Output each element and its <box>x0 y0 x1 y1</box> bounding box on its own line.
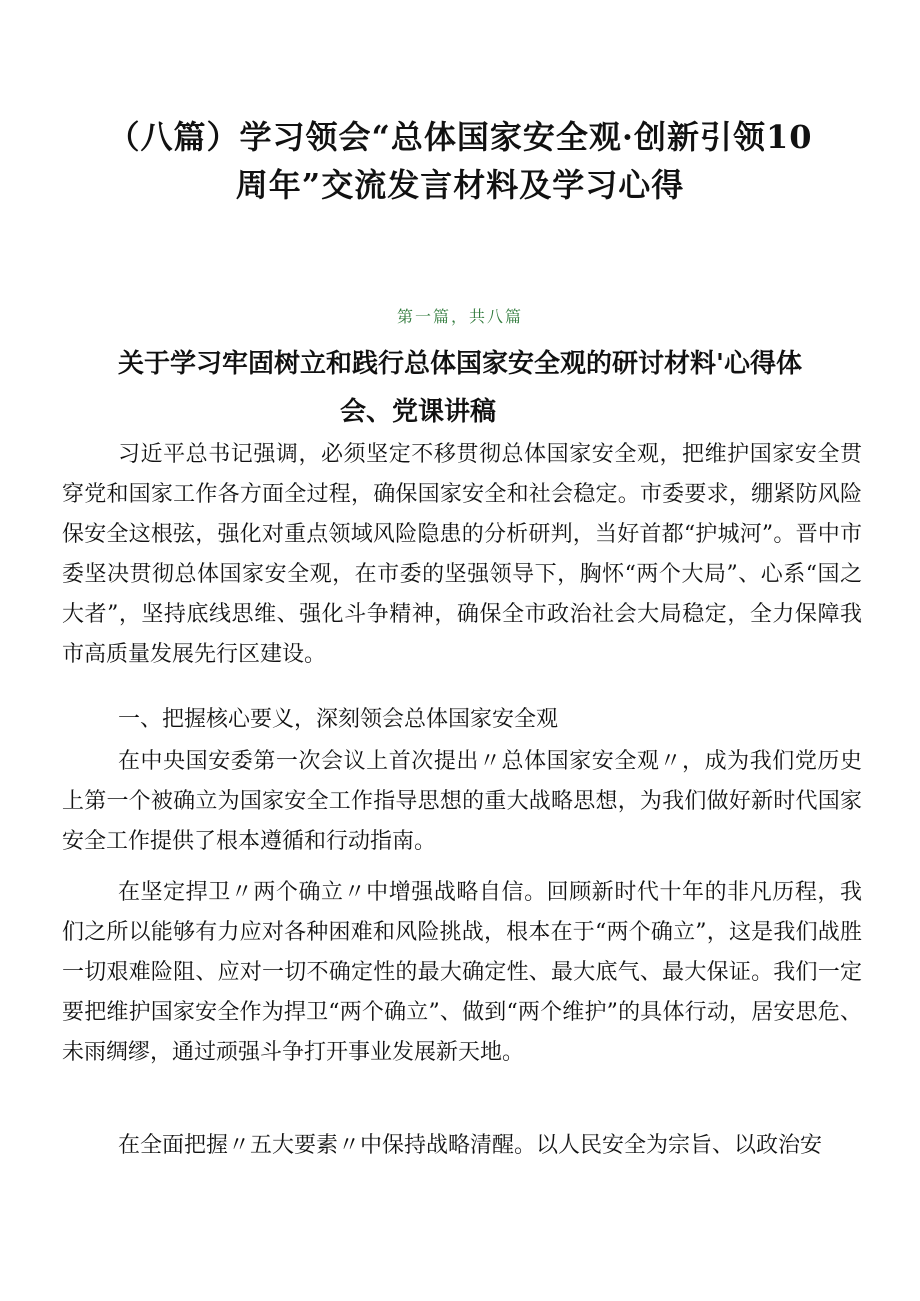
section-label: 第一篇，共八篇 <box>396 307 523 326</box>
paragraph: 在中央国安委第一次会议上首次提出〃总体国家安全观〃，成为我们党历史上第一个被确立为国家安全工作指导思想的重大战略思想，为我们做好新时代国家安全工作提供了根本遵循和行动指南。 <box>62 749 862 854</box>
paragraph-intro: 习近平总书记强调，必须坚定不移贯彻总体国家安全观，把维护国家安全贯穿党和国家工作各方面全过程，确保国家安全和社会稳定。市委要求，绷紧防风险保安全这根弦，强化对重点领域风险隐患的分析研判，当好首都“护城河”。晋中市委坚决贯彻总体国家安全观，在市委的坚强领导下，胸怀“两个大局”、心系“国之大者”，坚持底线思维、强化斗争精神，确保全市政治社会大局稳定，全力保障我市高质量发展先行区建设。 <box>62 442 862 667</box>
article-title-line-2: 会、党课讲稿 <box>340 397 497 427</box>
paragraph: 在全面把握〃五大要素〃中保持战略清醒。以人民安全为宗旨、以政治安 <box>118 1133 823 1158</box>
document-title-line-2: 周年”交流发言材料及学习心得 <box>235 166 685 204</box>
article-title-line-1: 关于学习牢固树立和践行总体国家安全观的研讨材料'心得体 <box>118 349 802 379</box>
section-heading: 一、把握核心要义，深刻领会总体国家安全观 <box>118 707 559 732</box>
document-title-line-1: （八篇）学习领会“总体国家安全观·创新引领10 <box>107 118 813 156</box>
paragraph: 在坚定捍卫〃两个确立〃中增强战略自信。回顾新时代十年的非凡历程，我们之所以能够有力应对各种困难和风险挑战，根本在于“两个确立”，这是我们战胜一切艰难险阻、应对一切不确定性的最大确定性、最大底气、最大保证。我们一定要把维护国家安全作为捍卫“两个确立”、做到“两个维护”的具体行动，居安思危、未雨绸缪，通过顽强斗争打开事业发展新天地。 <box>62 880 862 1065</box>
